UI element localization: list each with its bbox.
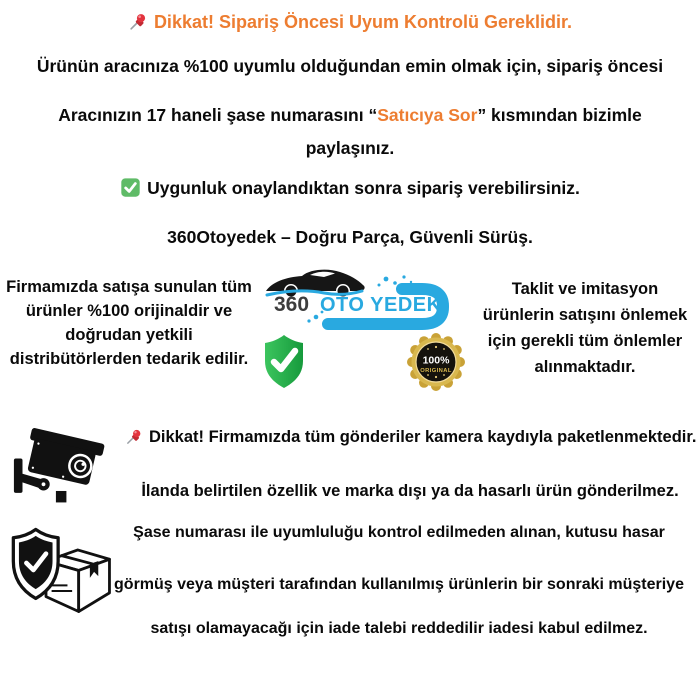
chassis-suffix: ” kısmından bizimle xyxy=(477,105,642,125)
chassis-instruction-line1 xyxy=(0,99,700,132)
approval-note-text: Uygunluk onaylandıktan sonra sipariş verebilirsiniz. xyxy=(147,178,580,198)
chassis-instruction xyxy=(0,99,700,165)
approval-note xyxy=(0,177,700,199)
warning-title xyxy=(0,12,700,33)
brand-logo xyxy=(258,262,470,404)
verified-shield-icon xyxy=(265,335,303,388)
cctv-camera-icon xyxy=(12,422,117,522)
brand-slogan: 360Otoyedek – Doğru Parça, Güvenli Sürüş. xyxy=(167,227,533,247)
checkmark-icon xyxy=(120,177,141,198)
anti-counterfeit-line: Taklit ve imitasyon xyxy=(511,280,659,298)
badge-percent-text: 100% xyxy=(422,354,450,367)
return-policy-line-3: satışı olamayacağı için iade talebi reddedilir iadesi kabul edilmez. xyxy=(150,620,648,637)
trust-columns xyxy=(0,262,700,404)
anti-counterfeit-note xyxy=(470,262,700,404)
originality-line: doğrudan yetkili xyxy=(65,326,193,344)
logo-wordmark: OTO YEDEK xyxy=(320,294,442,316)
originality-line: Firmamızda satışa sunulan tüm xyxy=(6,278,252,296)
compatibility-note: Ürünün aracınıza %100 uyumlu olduğundan emin olmak için, sipariş öncesi xyxy=(36,56,664,76)
originality-line: ürünler %100 orijinaldir ve xyxy=(25,302,233,320)
pushpin-icon xyxy=(125,428,143,446)
return-policy-line-1: Şase numarası ile uyumluluğu kontrol edilmeden alınan, kutusu hasar xyxy=(133,524,665,541)
chassis-prefix: Aracınızın 17 haneli şase numarasını “ xyxy=(58,105,378,125)
original-badge xyxy=(407,333,465,391)
brand-logo-graphic xyxy=(258,262,470,404)
packaging-note-text: Dikkat! Firmamızda tüm gönderiler kamera kaydıyla paketlenmektedir. xyxy=(149,428,697,446)
chassis-instruction-line2: paylaşınız. xyxy=(305,138,395,158)
packaging-note xyxy=(125,428,695,447)
return-policy-text-block xyxy=(98,516,700,656)
shipment-note: İlanda belirtilen özellik ve marka dışı ya da hasarlı ürün gönderilmez. xyxy=(141,482,679,500)
return-policy-line-2: görmüş veya müşteri tarafından kullanılmış ürünlerin bir sonraki müşteriye xyxy=(114,576,684,593)
logo-number: 360 xyxy=(274,293,310,316)
anti-counterfeit-line: ürünlerin satışını önlemek xyxy=(482,306,688,324)
pushpin-icon xyxy=(128,12,148,32)
originality-line: distribütörlerden tedarik edilir. xyxy=(9,350,249,368)
ask-seller-highlight: Satıcıya Sor xyxy=(377,105,478,125)
camera-text-block xyxy=(125,418,695,518)
anti-counterfeit-line: alınmaktadır. xyxy=(534,358,636,376)
warning-title-text: Dikkat! Sipariş Öncesi Uyum Kontrolü Gereklidir. xyxy=(153,12,573,32)
return-policy-section xyxy=(0,516,700,656)
anti-counterfeit-line: için gerekli tüm önlemler xyxy=(487,332,683,350)
originality-note xyxy=(0,262,258,404)
badge-original-text: ORIGINAL xyxy=(420,368,452,374)
camera-section xyxy=(0,418,700,518)
